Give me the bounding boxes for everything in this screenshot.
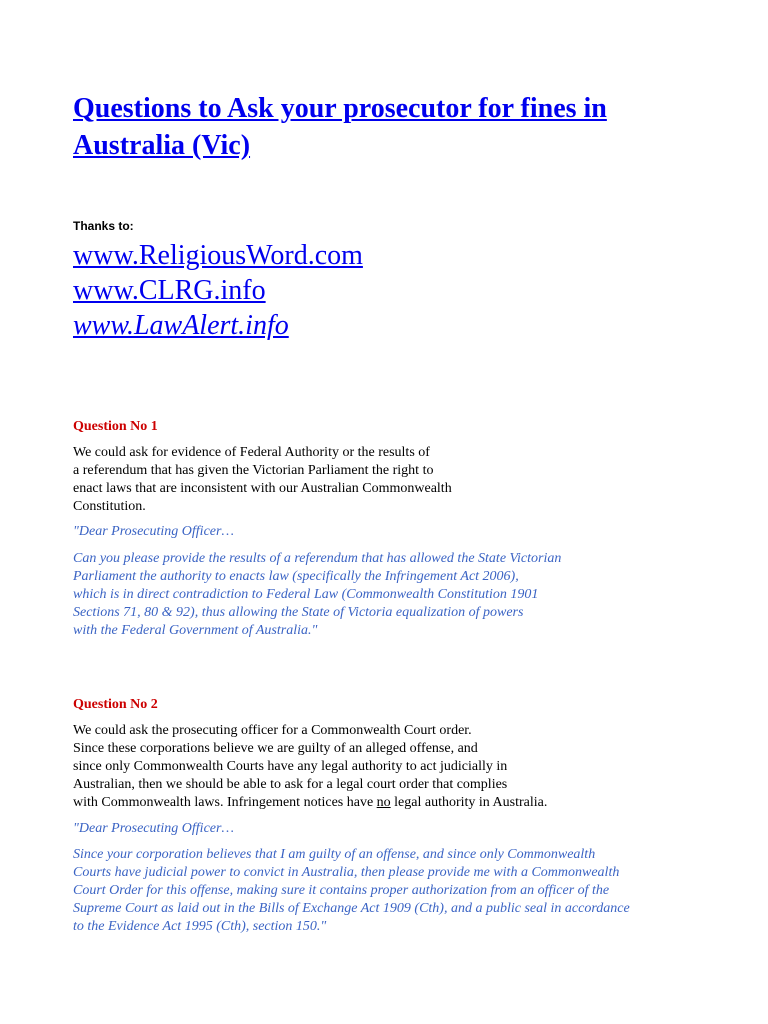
question-1-quote-line: Parliament the authority to enacts law (specifically the Infringement Act 2006), bbox=[73, 569, 519, 584]
question-2-body bbox=[73, 722, 547, 812]
links-list bbox=[73, 238, 363, 343]
question-2-body-last-line bbox=[73, 794, 547, 812]
question-2-body-line: Since these corporations believe we are guilty of an alleged offense, and bbox=[73, 741, 478, 756]
question-2-body-line: Australian, then we should be able to ask for a legal court order that complies bbox=[73, 777, 508, 792]
question-1-body-line: We could ask for evidence of Federal Authority or the results of bbox=[73, 445, 430, 460]
question-1-quote-line: with the Federal Government of Australia." bbox=[73, 623, 318, 638]
question-2-quote-line: Since your corporation believes that I am guilty of an offense, and since only Commonwealth bbox=[73, 847, 596, 862]
link-lawalert[interactable]: www.LawAlert.info bbox=[73, 310, 289, 341]
question-1-quote bbox=[73, 550, 561, 640]
question-2-body-last-prefix: with Commonwealth laws. Infringement notices have bbox=[73, 795, 377, 810]
question-1-heading: Question No 1 bbox=[73, 419, 158, 434]
question-2-salutation bbox=[73, 820, 234, 838]
title-line-1[interactable]: Questions to Ask your prosecutor for fines in bbox=[73, 93, 607, 124]
thanks-label: Thanks to: bbox=[73, 219, 134, 233]
question-1-body bbox=[73, 444, 452, 516]
question-1-body-line: a referendum that has given the Victorian Parliament the right to bbox=[73, 463, 434, 478]
question-1-salutation bbox=[73, 523, 234, 541]
question-2-salutation-text: "Dear Prosecuting Officer… bbox=[73, 821, 234, 836]
question-2-quote-line: to the Evidence Act 1995 (Cth), section 150." bbox=[73, 919, 327, 934]
question-2-body-line: We could ask the prosecuting officer for a Commonwealth Court order. bbox=[73, 723, 472, 738]
title-line-2[interactable]: Australia (Vic) bbox=[73, 130, 251, 161]
question-2-body-emphasis: no bbox=[376, 795, 391, 810]
question-1-quote-line: Sections 71, 80 & 92), thus allowing the State of Victoria equalization of powers bbox=[73, 605, 524, 620]
question-1-body-line: enact laws that are inconsistent with our Australian Commonwealth bbox=[73, 481, 452, 496]
link-clrg[interactable]: www.CLRG.info bbox=[73, 275, 266, 306]
question-1-body-line: Constitution. bbox=[73, 499, 146, 514]
question-2-quote-line: Courts have judicial power to convict in Australia, then please provide me with a Commonwealth bbox=[73, 865, 620, 880]
question-2-body-last-suffix: legal authority in Australia. bbox=[390, 795, 548, 810]
question-1-salutation-text: "Dear Prosecuting Officer… bbox=[73, 524, 234, 539]
question-2-quote-line: Court Order for this offense, making sure it contains proper authorization from an officer of the bbox=[73, 883, 610, 898]
question-2-quote-line: Supreme Court as laid out in the Bills of Exchange Act 1909 (Cth), and a public seal in accordance bbox=[73, 901, 630, 916]
link-religiousword[interactable]: www.ReligiousWord.com bbox=[73, 240, 363, 271]
question-2-body-line: since only Commonwealth Courts have any legal authority to act judicially in bbox=[73, 759, 508, 774]
question-1-quote-line: Can you please provide the results of a referendum that has allowed the State Victorian bbox=[73, 551, 562, 566]
page-title[interactable] bbox=[73, 90, 713, 164]
question-1-quote-line: which is in direct contradiction to Federal Law (Commonwealth Constitution 1901 bbox=[73, 587, 539, 602]
question-2-quote bbox=[73, 846, 630, 936]
question-2-heading: Question No 2 bbox=[73, 697, 158, 712]
